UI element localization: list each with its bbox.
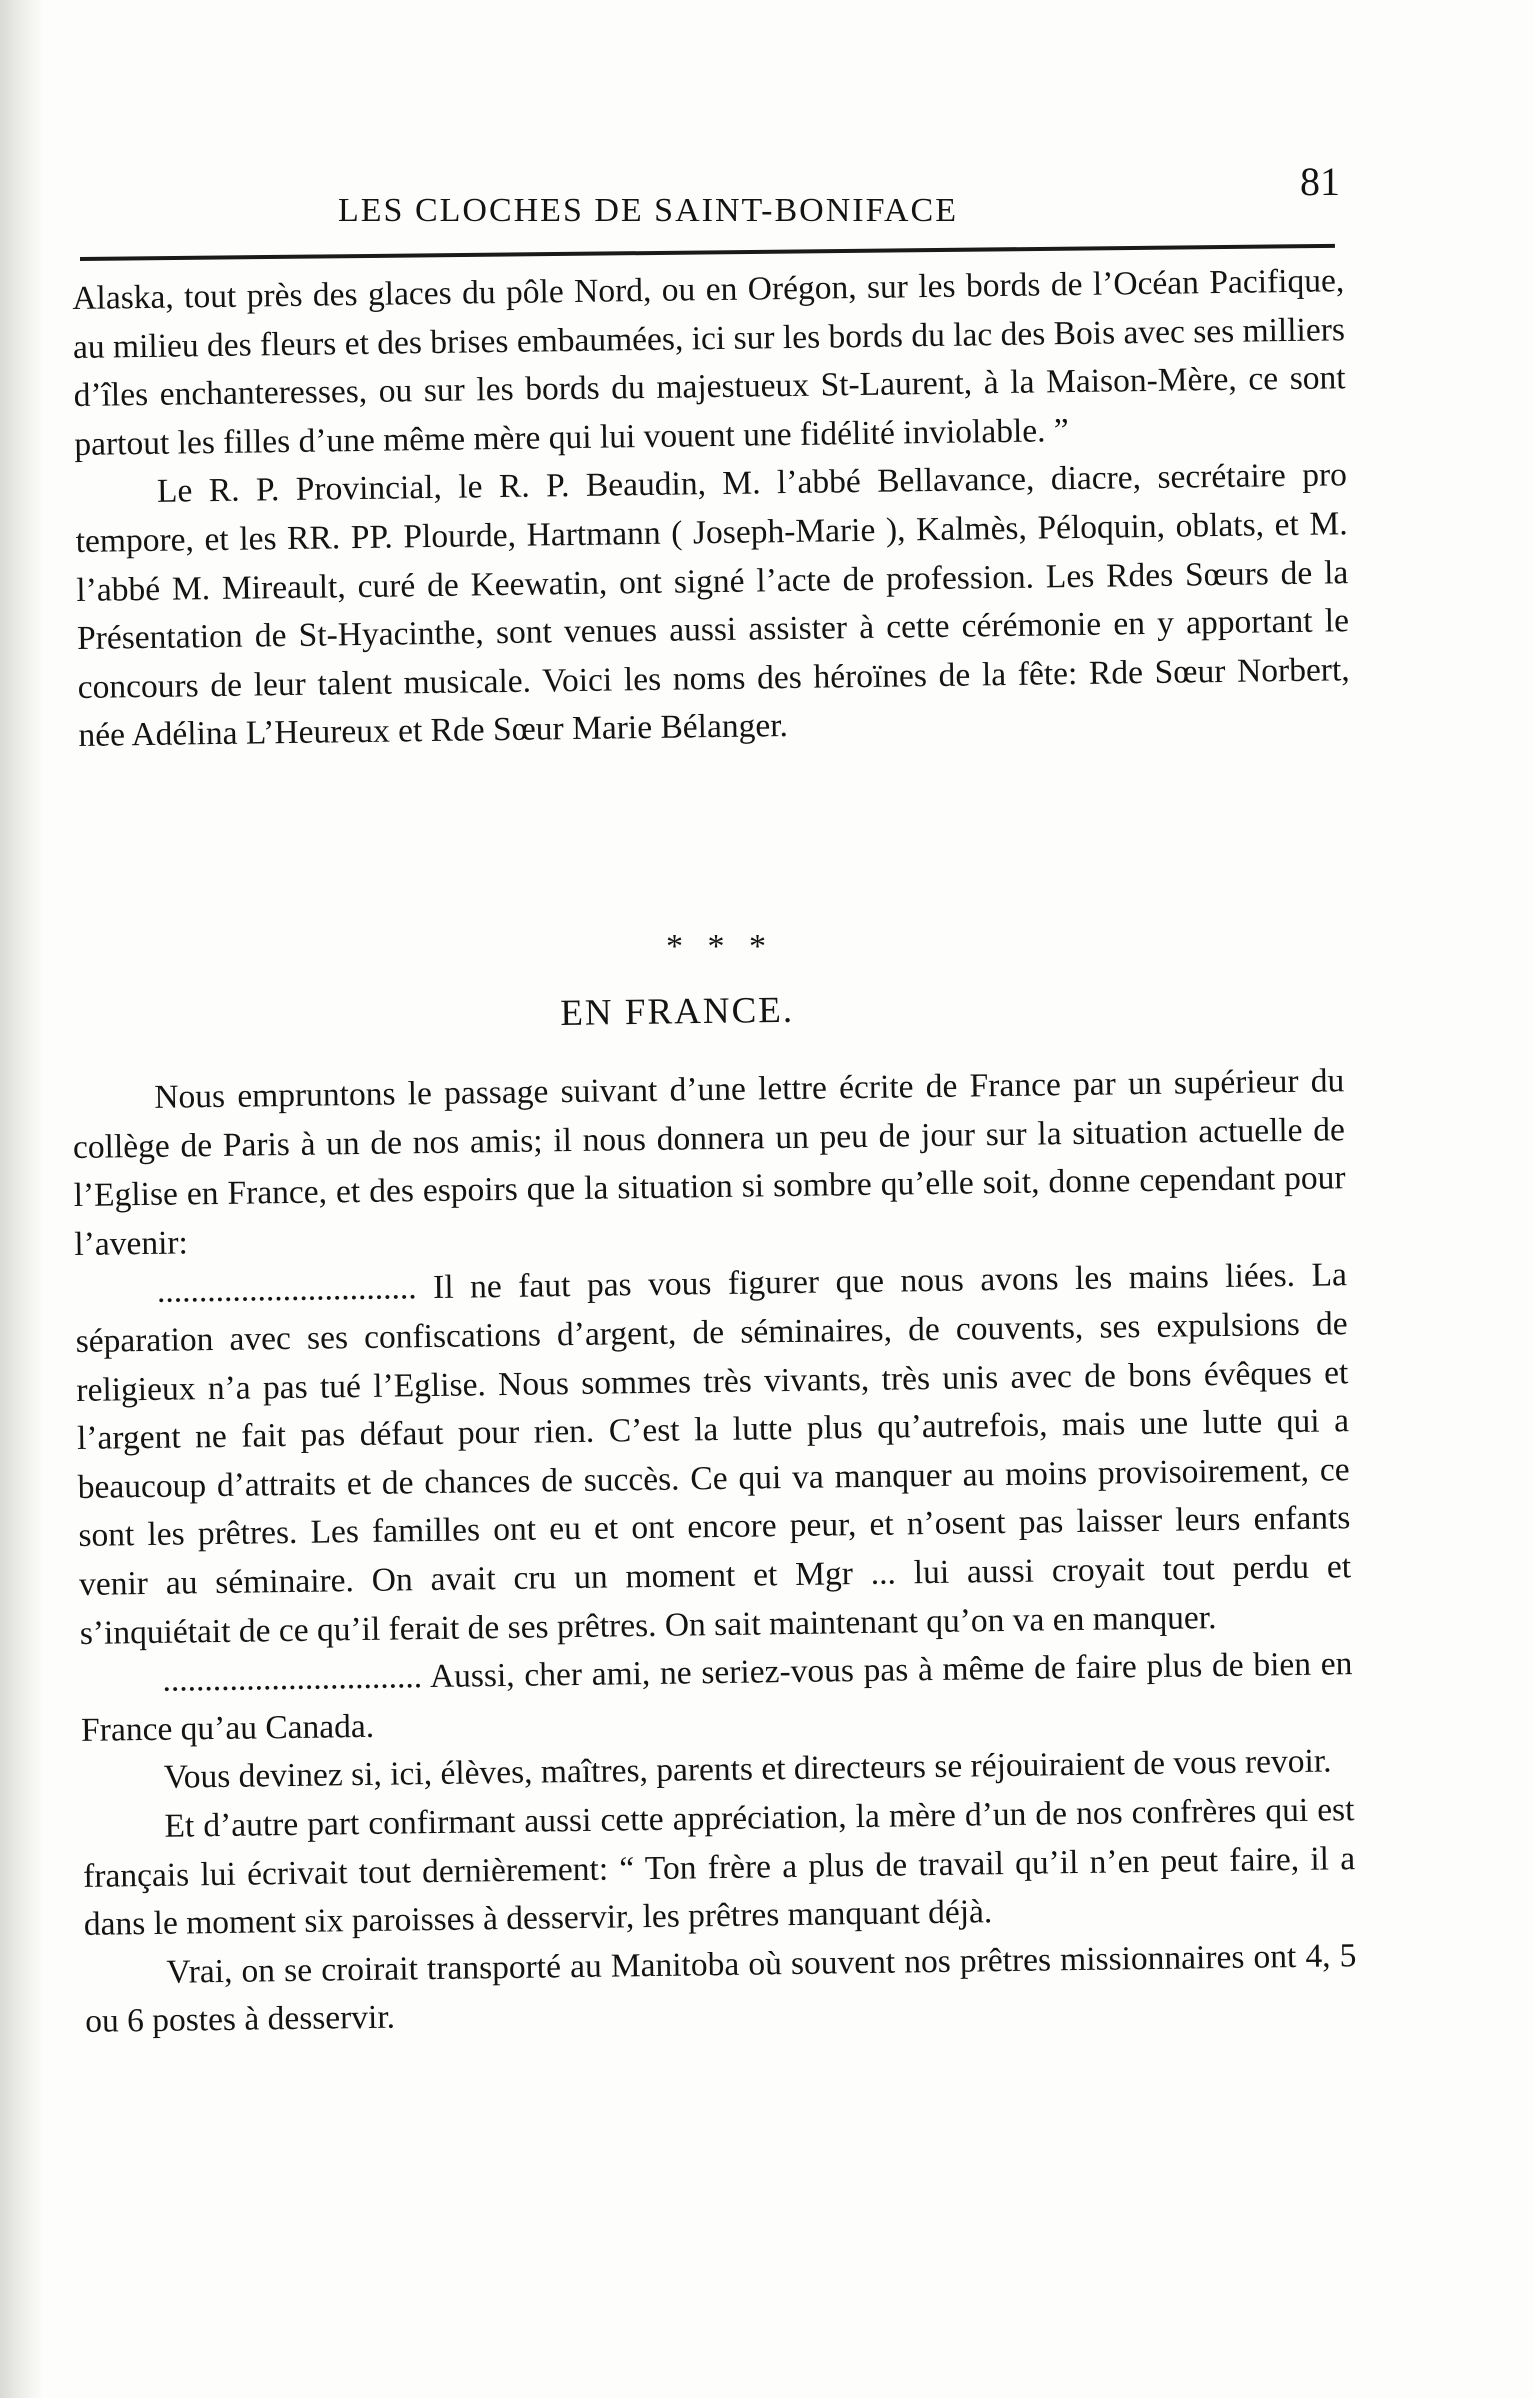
text-block-before [72,257,1351,761]
paragraph: Le R. P. Provincial, le R. P. Beaudin, M. l’abbé Bellavance, diacre, secrétaire pro tempore, et les RR. PP. Plourde, Hartmann ( Joseph-Marie ), Kalmès, Péloquin, oblats, et M. l’abbé M. Mireault, curé de Keewatin, ont signé l’acte de profession. Les Rdes Sœurs de la Présentation de St-Hyacinthe, sont venues aussi assister à cette cérémonie en y apportant le concours de leur talent musicale. Voici les noms des héroïnes de la fête: Rde Sœur Norbert, née Adélina L’Heureux et Rde Sœur Marie Bélanger. [75,456,1350,755]
paragraph: Nous empruntons le passage suivant d’une lettre écrite de France par un supérieur du collège de Paris à un de nos amis; il nous donnera un peu de jour sur la situation actuelle de l’Eglise en France, et des espoirs que la situation si sombre qu’elle soit, donne cependant pour l’avenir: [72,1062,1346,1263]
paragraph: Et d’autre part confirmant aussi cette appréciation, la mère d’un de nos confrères qui est français lui écrivait tout dernièrement: “ Ton frère a plus de travail qu’il n’en peut faire, il a dans le moment six paroisses à desservir, les prêtres manquant déjà. [82,1791,1356,1944]
paragraph: ............................... Aussi, cher ami, ne seriez-vous pas à même de faire plus de bien en France qu’au Canada. [80,1645,1353,1749]
page-number: 81 [1300,159,1340,204]
page-edge-shadow [0,0,44,2398]
paragraph: Alaska, tout près des glaces du pôle Nord, ou en Orégon, sur les bords de l’Océan Pacifique, au milieu des fleurs et des brises embaumées, ici sur les bords du lac des Bois avec ses milliers d’îles enchanteresses, ou sur les bords du majestueux St-Laurent, à la Maison-Mère, ce sont partout les filles d’une même mère qui lui vouent une fidélité inviolable. ” [72,262,1346,463]
section-title: EN FRANCE. [560,989,795,1034]
paragraph: Vrai, on se croirait transporté au Manitoba où souvent nos prêtres missionnaires ont 4, 5 ou 6 postes à desservir. [84,1936,1357,2041]
paragraph: Vous devinez si, ici, élèves, maîtres, parents et directeurs se réjouiraient de vous revoir. [163,1742,1332,1797]
page-header [80,150,1340,250]
paragraph: ............................... Il ne faut pas vous figurer que nous avons les mains liées. La séparation avec ses confiscations d’argent, de séminaires, de couvents, ses expulsions de religieux n’a pas tué l’Eglise. Nous sommes très vivants, très unis avec de bons évêques et l’argent ne fait pas défaut pour rien. C’est la lutte plus qu’autrefois, mais une lutte qui a beaucoup d’attraits et de chances de succès. Ce qui va manquer au moins provisoirement, ce sont les prêtres. Les familles ont eu et ont encore peur, et n’osent pas laisser leurs enfants venir au séminaire. On avait cru un moment et Mgr ... lui aussi croyait tout perdu et s’inquiétait de ce qu’il ferait de ses prêtres. On sait maintenant qu’on va en manquer. [75,1256,1352,1652]
text-block-after [72,1057,1357,2047]
running-title: LES CLOCHES DE SAINT-BONIFACE [338,192,958,229]
section-separator: * * * [666,928,774,965]
